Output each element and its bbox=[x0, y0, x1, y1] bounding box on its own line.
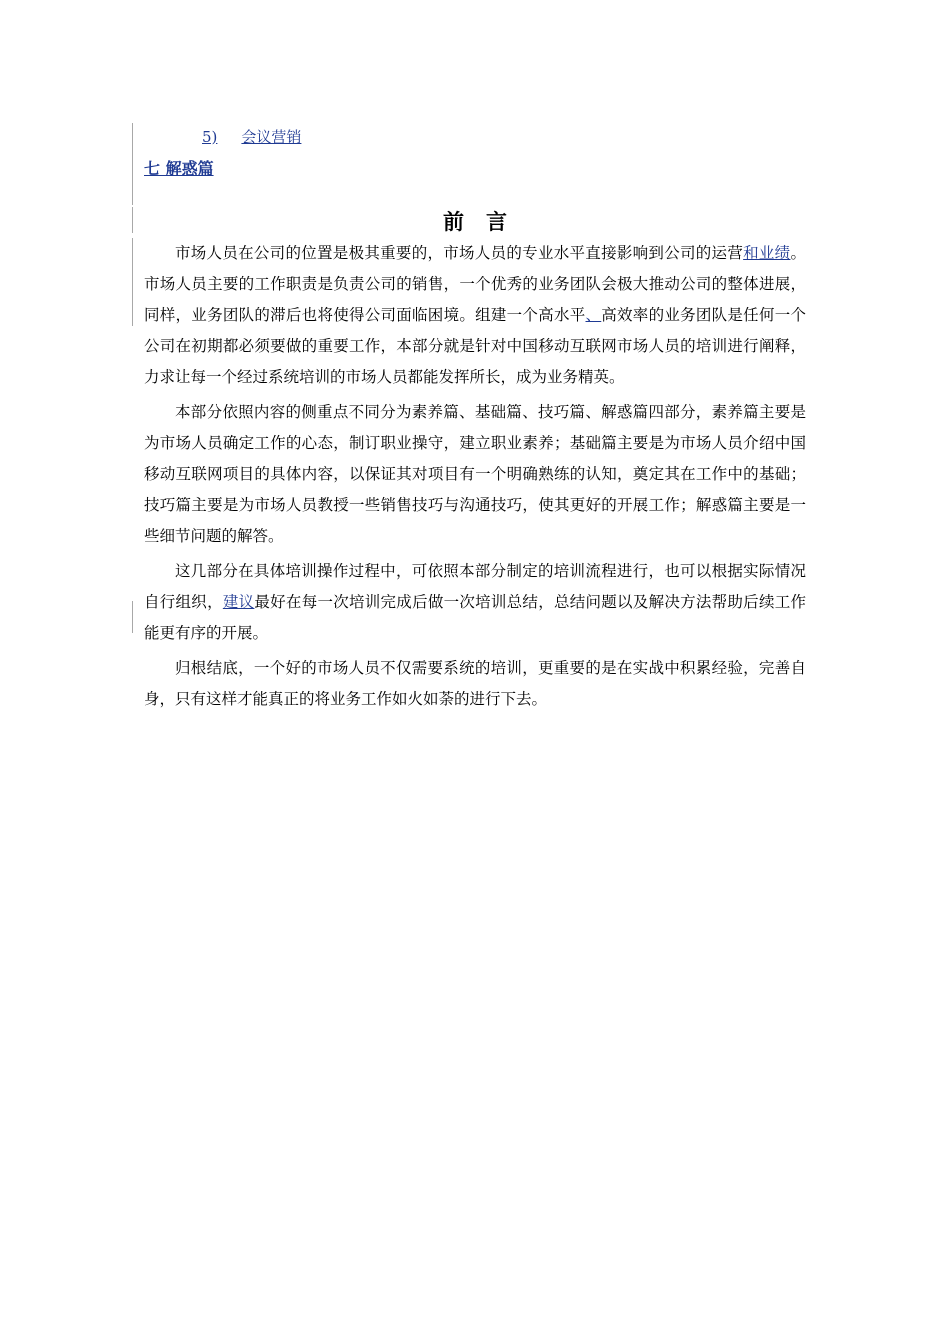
inline-link-he-yeji[interactable]: 和业绩 bbox=[743, 244, 791, 262]
paragraph-text: 市场人员在公司的位置是极其重要的，市场人员的专业水平直接影响到公司的运营 bbox=[175, 244, 744, 262]
paragraph-text: 这几部分在具体培训操作过程中，可依照本部分制定的培训流程进行，也可以根据实际情况自行组织， bbox=[144, 562, 806, 611]
paragraph-text: 。市场人员主要的工作职责是负责公司的销售，一个优秀的业务团队会极大推动公司的整体进展，同样，业务团队的滞后也将使得公司面临困境。组建一个高水平 bbox=[144, 244, 806, 324]
inline-link-jianyi[interactable]: 建议 bbox=[222, 593, 255, 611]
change-bar bbox=[132, 123, 133, 205]
toc-heading-link[interactable]: 七 解惑篇 bbox=[144, 159, 214, 178]
paragraph-2: 本部分依照内容的侧重点不同分为素养篇、基础篇、技巧篇、解惑篇四部分，素养篇主要是为市场人员确定工作的心态，制订职业操守，建立职业素养；基础篇主要是为市场人员介绍中国移动互联网项目的具体内容，以保证其对项目有一个明确熟练的认知，奠定其在工作中的基础；技巧篇主要是为市场人员教授一些销售技巧与沟通技巧，使其更好的开展工作；解惑篇主要是一些细节问题的解答。 bbox=[144, 403, 806, 545]
toc-entry-number: 5) bbox=[202, 128, 218, 146]
body-text bbox=[144, 238, 806, 715]
paragraph-3 bbox=[144, 556, 806, 649]
paragraph-text: 高效率的业务团队是任何一个公司在初期都必须要做的重要工作，本部分就是针对中国移动互联网市场人员的培训进行阐释，力求让每一个经过系统培训的市场人员都能发挥所长，成为业务精英。 bbox=[144, 306, 806, 386]
change-bar bbox=[132, 238, 133, 326]
paragraph-4: 归根结底，一个好的市场人员不仅需要系统的培训，更重要的是在实战中积累经验，完善自身，只有这样才能真正的将业务工作如火如荼的进行下去。 bbox=[144, 659, 806, 708]
page-title: 前言 bbox=[443, 209, 529, 234]
change-bar bbox=[132, 601, 133, 633]
inline-link-comma[interactable]: 、 bbox=[585, 306, 602, 324]
toc-entry-meeting-marketing[interactable] bbox=[202, 126, 301, 147]
toc-entry-label: 会议营销 bbox=[241, 128, 302, 146]
paragraph-1 bbox=[144, 238, 806, 393]
paragraph-text: 最好在每一次培训完成后做一次培训总结，总结问题以及解决方法帮助后续工作能更有序的开展。 bbox=[144, 593, 806, 642]
